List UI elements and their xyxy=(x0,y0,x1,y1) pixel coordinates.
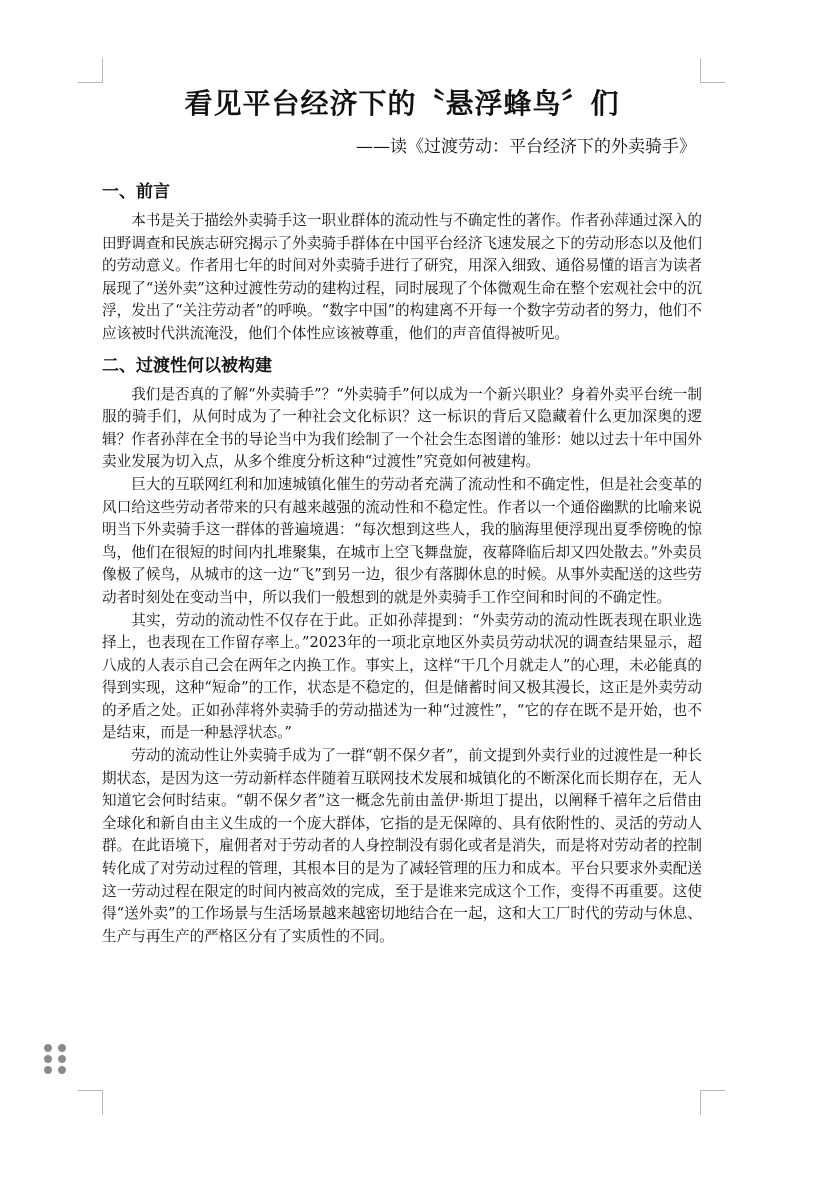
document-body xyxy=(102,84,702,948)
section-heading-preface: 一、前言 xyxy=(102,182,170,202)
crop-mark-top-left xyxy=(78,58,103,83)
crop-mark-bottom-left xyxy=(78,1090,103,1115)
section-heading-transition: 二、过渡性何以被构建 xyxy=(102,355,272,376)
drag-dot xyxy=(58,1055,66,1063)
paragraph: 劳动的流动性让外卖骑手成为了一群“朝不保夕者”，前文提到外卖行业的过渡性是一种长期状态，是因为这一劳动新样态伴随着互联网技术发展和城镇化的不断深化而长期存在，无人知道它会何时结束。“朝不保夕者”这一概念先前由盖伊·斯坦丁提出，以阐释千禧年之后借由全球化和新自由主义生成的一个庞大群体，它指的是无保障的、具有依附性的、灵活的劳动人群。在此语境下，雇佣者对于劳动者的人身控制没有弱化或者是消失，而是将对劳动者的控制转化成了对劳动过程的管理，其根本目的是为了减轻管理的压力和成本。平台只要求外卖配送这一劳动过程在限定的时间内被高效的完成，至于是谁来完成这个工作，变得不再重要。这使得“送外卖”的工作场景与生活场景越来越密切地结合在一起，这和大工厂时代的劳动与休息、生产与再生产的严格区分有了实质性的不同。 xyxy=(102,747,702,945)
paragraph: 巨大的互联网红利和加速城镇化催生的劳动者充满了流动性和不确定性，但是社会变革的风口给这些劳动者带来的只有越来越强的流动性和不稳定性。作者以一个通俗幽默的比喻来说明当下外卖骑手这一群体的普遍境遇：“每次想到这些人，我的脑海里便浮现出夏季傍晚的惊鸟，他们在很短的时间内扎堆聚集，在城市上空飞舞盘旋，夜幕降临后却又四处散去。”外卖员像极了候鸟，从城市的这一边“飞”到另一边，很少有落脚休息的时候。从事外卖配送的这些劳动者时刻处在变动当中，所以我们一般想到的就是外卖骑手工作空间和时间的不确定性。 xyxy=(102,475,702,606)
drag-dot xyxy=(58,1066,66,1074)
drag-dot xyxy=(44,1055,52,1063)
document-title: 看见平台经济下的〝悬浮蜂鸟〞们 xyxy=(184,87,620,120)
crop-mark-top-right xyxy=(700,58,725,83)
crop-mark-bottom-right xyxy=(700,1090,725,1115)
drag-dot xyxy=(44,1066,52,1074)
paragraph: 我们是否真的了解“外卖骑手”？“外卖骑手”何以成为一个新兴职业？身着外卖平台统一制服的骑手们，从何时成为了一种社会文化标识？这一标识的背后又隐藏着什么更加深奥的逻辑？作者孙萍在全书的导论当中为我们绘制了一个社会生态图谱的雏形：她以过去十年中国外卖业发展为切入点，从多个维度分析这种“过渡性”究竟如何被建构。 xyxy=(102,385,702,471)
drag-dot xyxy=(58,1044,66,1052)
document-subtitle: ——读《过渡劳动：平台经济下的外卖骑手》 xyxy=(356,137,696,157)
drag-handle-icon[interactable] xyxy=(44,1044,64,1074)
paragraph: 其实，劳动的流动性不仅存在于此。正如孙萍提到：“外卖劳动的流动性既表现在职业选择上，也表现在工作留存率上。”2023年的一项北京地区外卖员劳动状况的调查结果显示，超八成的人表示自己会在两年之内换工作。事实上，这样“干几个月就走人”的心理，未必能真的得到实现，这种“短命”的工作，状态是不稳定的，但是储蓄时间又极其漫长，这正是外卖劳动的矛盾之处。正如孙萍将外卖骑手的劳动描述为一种“过渡性”，“它的存在既不是开始，也不是结束，而是一种悬浮状态。” xyxy=(102,611,702,742)
paragraph: 本书是关于描绘外卖骑手这一职业群体的流动性与不确定性的著作。作者孙萍通过深入的田野调查和民族志研究揭示了外卖骑手群体在中国平台经济飞速发展之下的劳动形态以及他们的劳动意义。作者用七年的时间对外卖骑手进行了研究，用深入细致、通俗易懂的语言为读者展现了“送外卖”这种过渡性劳动的建构过程，同时展现了个体微观生命在整个宏观社会中的沉浮，发出了“关注劳动者”的呼唤。“数字中国”的构建离不开每一个数字劳动者的努力，他们不应该被时代洪流淹没，他们个体性应该被尊重，他们的声音值得被听见。 xyxy=(102,212,702,342)
drag-dot xyxy=(44,1044,52,1052)
